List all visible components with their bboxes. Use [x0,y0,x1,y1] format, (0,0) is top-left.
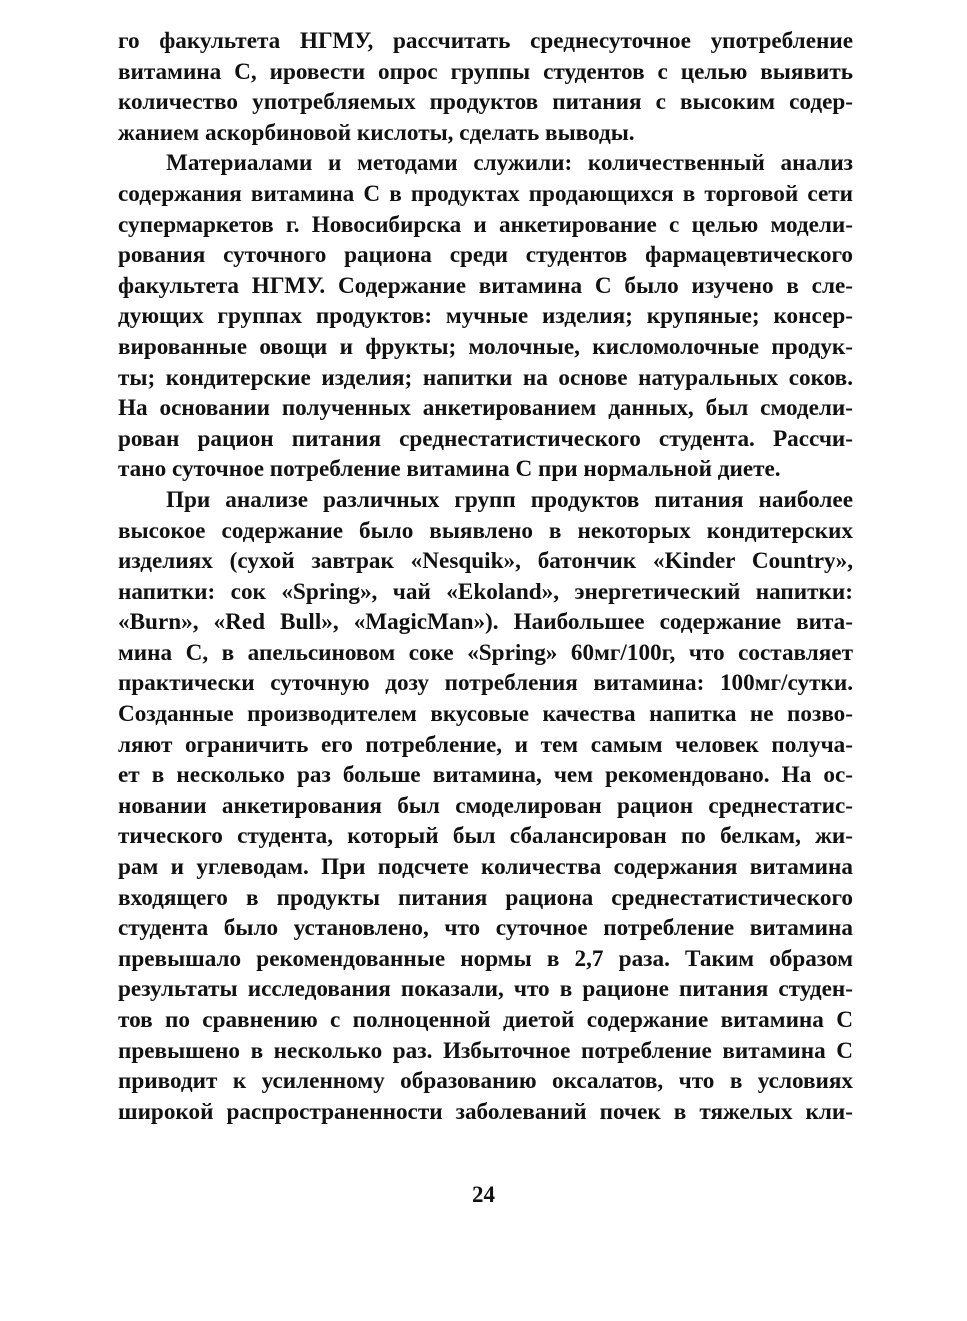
text-line: изделиях (сухой завтрак «Nesquik», батончик «Kinder Country», [118,548,853,575]
text-line: факультета НГМУ. Содержание витамина С было изучено в сле- [118,272,853,299]
text-line: превышало рекомендованные нормы в 2,7 раза. Таким образом [118,945,853,972]
text-line: Созданные производителем вкусовые качества напитка не позво- [118,701,853,728]
text-line: высокое содержание было выявлено в некоторых кондитерских [118,517,853,544]
text-line: количество употребляемых продуктов питания с высоким содер- [118,89,853,116]
text-line: На основании полученных анкетированием данных, был смодели- [118,395,853,422]
text-line: тов по сравнению с полноценной диетой содержание витамина С [118,1007,853,1033]
text-line: практически суточную дозу потребления витамина: 100мг/сутки. [118,670,853,697]
text-line: витамина С, ировести опрос группы студентов с целью выявить [118,58,853,85]
text-line: новании анкетирования был смоделирован рацион среднестатис- [118,792,853,819]
text-line: супермаркетов г. Новосибирска и анкетирование с целью модели- [118,211,853,238]
body-text [118,26,853,1127]
text-line: вированные овощи и фрукты; молочные, кисломолочные продук- [118,333,853,360]
text-line: студента было установлено, что суточное потребление витамина [118,915,853,942]
text-line: го факультета НГМУ, рассчитать среднесуточное употребление [118,28,853,54]
text-line: жанием аскорбиновой кислоты, сделать выводы. [118,119,635,146]
text-line: превышено в несколько раз. Избыточное потребление витамина С [118,1037,853,1064]
text-line: рован рацион питания среднестатистического студента. Рассчи- [118,425,853,452]
text-line: приводит к усиленному образованию оксалатов, что в условиях [118,1068,853,1095]
text-line: ляют ограничить его потребление, и тем самым человек получа- [118,731,853,758]
text-line: ет в несколько раз больше витамина, чем рекомендовано. На ос- [118,762,853,789]
text-line: тано суточное потребление витамина С при нормальной диете. [118,456,781,483]
paragraph-1 [118,26,853,148]
page-number: 24 [472,1182,495,1207]
text-line: напитки: сок «Spring», чай «Ekoland», энергетический напитки: [118,578,853,605]
text-line: ты; кондитерские изделия; напитки на основе натуральных соков. [118,364,853,391]
text-line: широкой распространенности заболеваний почек в тяжелых кли- [118,1098,853,1125]
text-line: Материалами и методами служили: количественный анализ [166,150,853,177]
text-line: входящего в продукты питания рациона среднестатистического [118,884,853,911]
paragraph-3 [118,485,853,1127]
text-line: результаты исследования показали, что в рационе питания студен- [118,976,853,1003]
text-line: При анализе различных групп продуктов питания наиболее [166,486,853,513]
text-line: содержания витамина С в продуктах продающихся в торговой сети [118,180,853,207]
paragraph-2 [118,148,853,485]
text-line: мина С, в апельсиновом соке «Spring» 60мг/100г, что составляет [118,639,853,666]
text-line: рования суточного рациона среди студентов фармацевтического [118,242,853,269]
text-line: дующих группах продуктов: мучные изделия; крупяные; консер- [118,303,853,330]
text-line: «Burn», «Red Bull», «MagicMan»). Наибольшее содержание вита- [118,609,853,636]
text-line: рам и углеводам. При подсчете количества содержания витамина [118,854,853,881]
text-line: тического студента, который был сбалансирован по белкам, жи- [118,823,853,850]
